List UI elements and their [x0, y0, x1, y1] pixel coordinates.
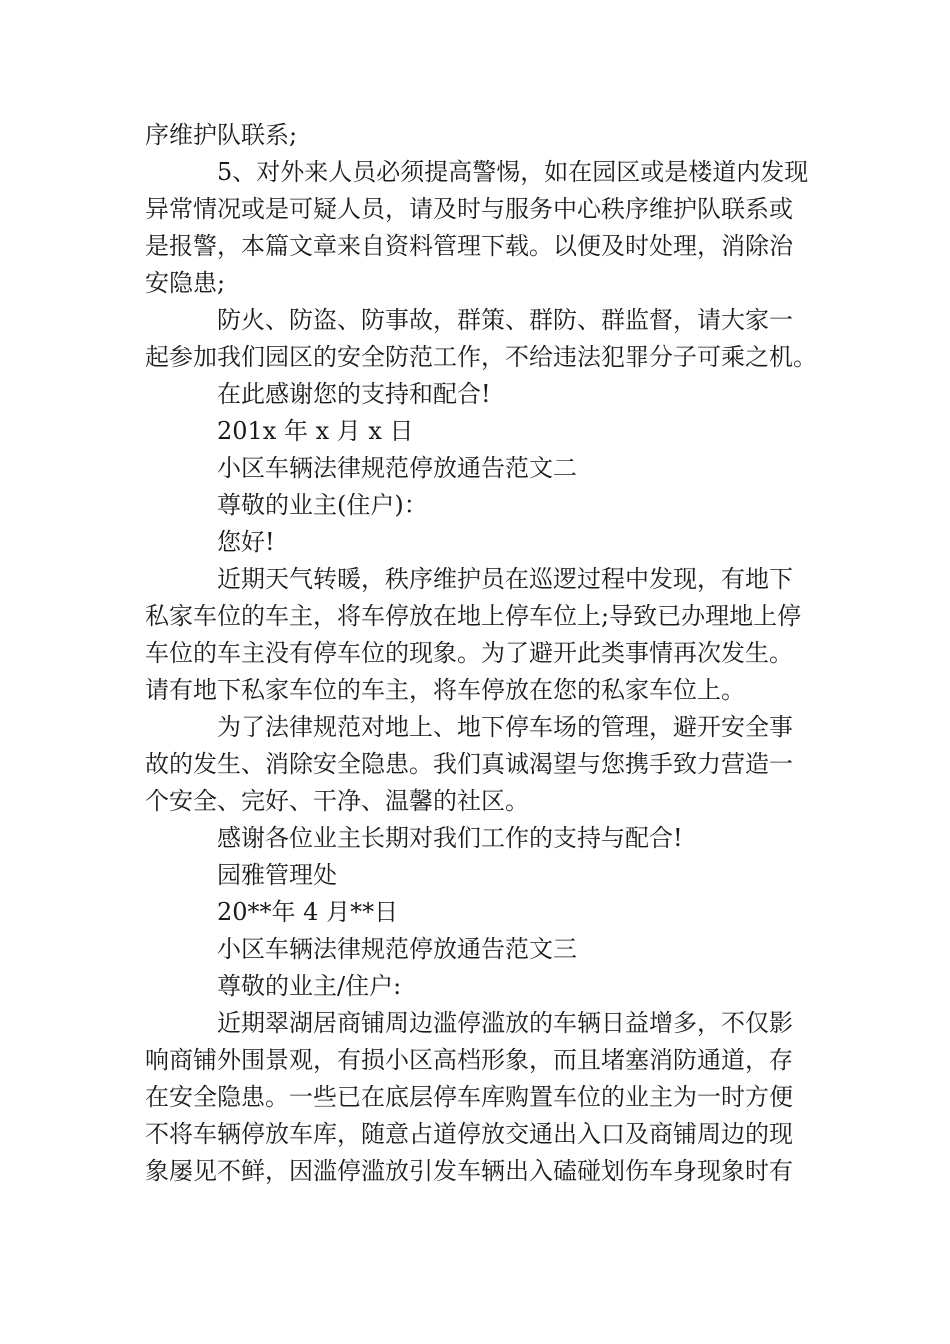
- signature: 园雅管理处: [217, 861, 337, 889]
- text-line: 象屡见不鲜，因滥停滥放引发车辆出入磕碰划伤车身现象时有: [145, 1157, 793, 1185]
- text-line: 异常情况或是可疑人员，请及时与服务中心秩序维护队联系或: [145, 195, 793, 223]
- text-line: 故的发生、消除安全隐患。我们真诚渴望与您携手致力营造一: [145, 750, 793, 778]
- text-line: 车位的车主没有停车位的现象。为了避开此类事情再次发生。: [145, 639, 793, 667]
- document-body: [145, 117, 817, 1190]
- salutation: 尊敬的业主(住户)：: [217, 491, 428, 519]
- text-line: 是报警，本篇文章来自资料管理下载。以便及时处理，消除治: [145, 232, 793, 260]
- text-line: 起参加我们园区的安全防范工作，不给违法犯罪分子可乘之机。: [145, 343, 817, 371]
- text-line: 序维护队联系;: [145, 121, 298, 149]
- date-line: 201x 年 x 月 x 日: [217, 417, 414, 445]
- text-line: 私家车位的车主，将车停放在地上停车位上;导致已办理地上停: [145, 602, 802, 630]
- section-title: 小区车辆法律规范停放通告范文二: [217, 454, 577, 482]
- text-line: 防火、防盗、防事故，群策、群防、群监督，请大家一: [217, 306, 793, 334]
- text-line: 请有地下私家车位的车主，将车停放在您的私家车位上。: [145, 676, 745, 704]
- text-line: 不将车辆停放车库，随意占道停放交通出入口及商铺周边的现: [145, 1120, 793, 1148]
- text-line: 响商铺外围景观，有损小区高档形象，而且堵塞消防通道，存: [145, 1046, 793, 1074]
- salutation: 尊敬的业主/住户:: [217, 972, 402, 1000]
- text-line: 近期翠湖居商铺周边滥停滥放的车辆日益增多，不仅影: [217, 1009, 793, 1037]
- text-line: 个安全、完好、干净、温馨的社区。: [145, 787, 529, 815]
- text-line: 感谢各位业主长期对我们工作的支持与配合!: [217, 824, 683, 852]
- greeting: 您好!: [217, 528, 275, 556]
- section-title: 小区车辆法律规范停放通告范文三: [217, 935, 577, 963]
- text-line: 在此感谢您的支持和配合!: [217, 380, 491, 408]
- text-line: 在安全隐患。一些已在底层停车库购置车位的业主为一时方便: [145, 1083, 793, 1111]
- text-line: 安隐患;: [145, 269, 226, 297]
- text-line: 5、对外来人员必须提高警惕，如在园区或是楼道内发现: [217, 158, 809, 186]
- date-line: 20**年 4 月**日: [217, 898, 399, 926]
- text-line: 为了法律规范对地上、地下停车场的管理，避开安全事: [217, 713, 793, 741]
- text-line: 近期天气转暖，秩序维护员在巡逻过程中发现，有地下: [217, 565, 793, 593]
